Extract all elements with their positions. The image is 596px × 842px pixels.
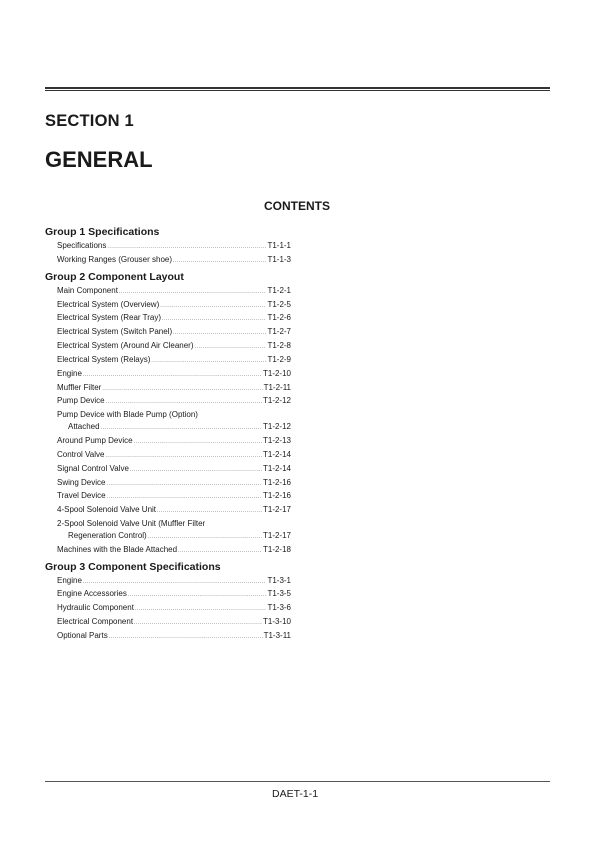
toc-entry[interactable] — [45, 490, 291, 504]
toc-entry-label: Optional Parts — [57, 630, 108, 640]
toc-entry-page: T1-3-5 — [267, 589, 291, 599]
toc-entry[interactable] — [45, 616, 291, 630]
toc-entry-page: T1-2-11 — [263, 382, 291, 392]
toc-entry[interactable] — [45, 395, 291, 409]
dot-leader — [162, 314, 266, 326]
table-of-contents — [45, 226, 291, 644]
toc-entry-page: T1-2-14 — [262, 449, 291, 459]
toc-entry-page: T1-2-8 — [267, 341, 291, 351]
toc-entry-page: T1-1-3 — [267, 254, 291, 264]
toc-entry-label: Around Pump Device — [57, 435, 133, 445]
toc-entry-label: Travel Device — [57, 491, 106, 501]
toc-entry-label: Electrical System (Rear Tray) — [57, 313, 162, 323]
toc-entry-page: T1-2-12 — [262, 396, 291, 406]
toc-group — [45, 271, 291, 558]
toc-entry-page: T1-2-9 — [267, 354, 291, 364]
toc-entry-page: T1-2-1 — [267, 285, 291, 295]
toc-entry-label: Main Component — [57, 285, 118, 295]
toc-entry[interactable] — [45, 530, 291, 544]
toc-entry[interactable] — [45, 382, 291, 396]
dot-leader — [106, 397, 262, 409]
dot-leader — [160, 301, 266, 313]
toc-group-title: Group 2 Component Layout — [45, 270, 184, 283]
toc-entry[interactable] — [45, 463, 291, 477]
toc-entry-label: Attached — [68, 422, 100, 432]
toc-entry[interactable] — [45, 575, 291, 589]
toc-entry-label: Electrical System (Around Air Cleaner) — [57, 341, 194, 351]
toc-group — [45, 226, 291, 268]
toc-entry-label: Pump Device — [57, 396, 105, 406]
toc-entry-page: T1-3-1 — [267, 575, 291, 585]
dot-leader — [134, 437, 262, 449]
toc-group-title: Group 1 Specifications — [45, 226, 160, 238]
toc-entry-page: T1-3-10 — [262, 617, 291, 627]
toc-entry-page: T1-3-6 — [267, 603, 291, 613]
toc-entry[interactable] — [45, 421, 291, 435]
toc-entry[interactable] — [45, 368, 291, 382]
toc-entry-page: T1-2-17 — [262, 530, 291, 540]
dot-leader — [83, 577, 267, 589]
toc-entry-label: Regeneration Control) — [68, 530, 147, 540]
footer-rule — [45, 781, 550, 782]
toc-group-title: Group 3 Component Specifications — [45, 560, 221, 573]
dot-leader — [83, 370, 262, 382]
toc-entry-label: Engine — [57, 575, 82, 585]
dot-leader — [128, 590, 267, 602]
toc-entry-page: T1-2-13 — [262, 435, 291, 445]
toc-entry-label: Signal Control Valve — [57, 463, 129, 473]
toc-entry[interactable] — [45, 326, 291, 340]
toc-entry-label: Swing Device — [57, 477, 106, 487]
toc-entry-label: 4-Spool Solenoid Valve Unit — [57, 505, 157, 515]
toc-entry[interactable] — [45, 449, 291, 463]
dot-leader — [135, 604, 267, 616]
toc-entry-label: Electrical System (Switch Panel) — [57, 327, 173, 337]
toc-entry-label: Specifications — [57, 241, 107, 250]
dot-leader — [119, 287, 267, 299]
toc-entry-label: Electrical System (Relays) — [57, 354, 151, 364]
toc-entry-label: Control Valve — [57, 449, 105, 459]
toc-entry-page: T1-3-11 — [263, 630, 291, 640]
dot-leader — [157, 506, 262, 518]
dot-leader — [134, 618, 262, 630]
toc-entry-label: Electrical Component — [57, 617, 134, 627]
contents-heading: CONTENTS — [264, 199, 330, 213]
toc-entry[interactable] — [45, 544, 291, 558]
toc-entry[interactable] — [45, 477, 291, 491]
toc-entry-label: Engine — [57, 368, 82, 378]
toc-group — [45, 561, 291, 644]
toc-entry[interactable] — [45, 285, 291, 299]
dot-leader — [173, 256, 266, 268]
dot-leader — [107, 242, 266, 254]
toc-entry[interactable] — [45, 588, 291, 602]
toc-entry-label: Engine Accessories — [57, 589, 127, 599]
toc-entry[interactable] — [45, 504, 291, 518]
toc-entry[interactable] — [45, 630, 291, 644]
dot-leader — [107, 492, 262, 504]
footer-page-code: DAET-1-1 — [272, 788, 319, 800]
dot-leader — [102, 384, 262, 396]
toc-entry-label: Working Ranges (Grouser shoe) — [57, 254, 173, 264]
toc-entry[interactable] — [45, 435, 291, 449]
dot-leader — [173, 328, 266, 340]
section-label: SECTION 1 — [45, 112, 134, 130]
dot-leader — [106, 479, 262, 491]
toc-entry-page: T1-2-5 — [267, 299, 291, 309]
dot-leader — [109, 632, 263, 644]
dot-leader — [151, 356, 266, 368]
dot-leader — [148, 532, 262, 544]
toc-entry-page: T1-2-17 — [262, 505, 291, 515]
toc-entry[interactable] — [45, 254, 291, 268]
toc-entry[interactable] — [45, 312, 291, 326]
toc-entry-page: T1-2-18 — [262, 544, 291, 554]
dot-leader — [101, 423, 262, 435]
dot-leader — [105, 451, 262, 463]
toc-entry-page: T1-2-12 — [262, 422, 291, 432]
toc-entry-label: Muffler Filter — [57, 382, 102, 392]
section-title: GENERAL — [45, 147, 153, 172]
toc-entry-page: T1-2-6 — [267, 313, 291, 323]
top-double-rule — [45, 87, 550, 91]
toc-entry-page: T1-2-14 — [262, 463, 291, 473]
toc-entry-label: 2-Spool Solenoid Valve Unit (Muffler Filter — [57, 519, 206, 529]
toc-entry-page: T1-2-10 — [262, 368, 291, 378]
toc-entry[interactable] — [45, 240, 291, 254]
dot-leader — [178, 546, 262, 558]
dot-leader — [195, 342, 267, 354]
toc-entry-label: Pump Device with Blade Pump (Option) — [57, 410, 198, 420]
toc-entry-label: Hydraulic Component — [57, 603, 134, 613]
toc-entry-page: T1-2-16 — [262, 477, 291, 487]
toc-entry-page: T1-1-1 — [267, 241, 291, 250]
toc-entry-label: Electrical System (Overview) — [57, 299, 160, 309]
toc-entry-page: T1-2-16 — [262, 491, 291, 501]
toc-entry-page: T1-2-7 — [267, 327, 291, 337]
toc-entry[interactable] — [45, 340, 291, 354]
dot-leader — [130, 465, 262, 477]
toc-entry[interactable] — [45, 354, 291, 368]
toc-entry[interactable] — [45, 602, 291, 616]
toc-entry-label: Machines with the Blade Attached — [57, 544, 178, 554]
toc-entry[interactable] — [45, 299, 291, 313]
